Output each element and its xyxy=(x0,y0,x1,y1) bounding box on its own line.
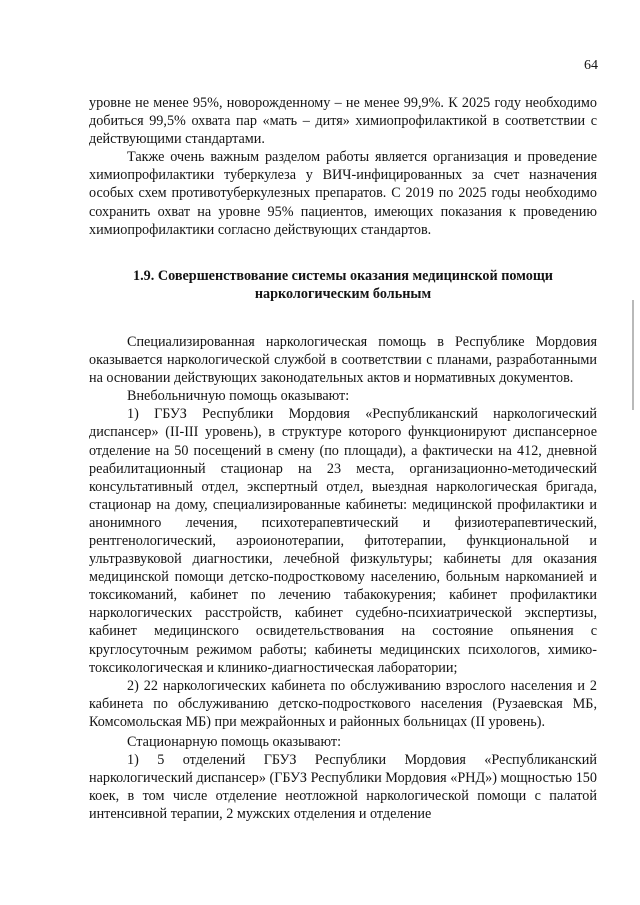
paragraph: Также очень важным разделом работы является организация и проведение химиопрофилактики туберкулеза у ВИЧ-инфицированных за счет назначения особых схем противотуберкулезных препаратов. С 2019 по 2025 годы необходимо сохранить охват на уровне 95% пациентов, имеющих показания к проведению химиопрофилактики согласно действующих стандартов. xyxy=(89,149,597,238)
list-item: 2) 22 наркологических кабинета по обслуживанию взрослого населения и 2 кабинета по обслуживанию детско-подросткового населения (Рузаевская МБ, Комсомольская МБ) при межрайонных и районных больницах (II уровень). xyxy=(89,677,597,730)
list-item: 1) 5 отделений ГБУЗ Республики Мордовия «Республиканский наркологический диспансер» (ГБУЗ Республики Мордовия «РНД») мощностью 150 коек, в том числе отделение неотложной наркологической помощи с палатой интенсивной терапии, 2 мужских отделения и отделение xyxy=(89,752,597,823)
paragraph: Стационарную помощь оказывают: xyxy=(127,734,342,750)
scan-edge-mark xyxy=(632,300,634,410)
list-item: 1) ГБУЗ Республики Мордовия «Республиканский наркологический диспансер» (II-III уровень), в структуре которого функционируют диспансерное отделение на 50 посещений в смену (по площади), а фактически на 412, дневной реабилитационный стационар на 23 места, организационно-методический консультативный отдел, экспертный отдел, выездная наркологическая бригада, стационар на дому, специализированные кабинеты: медицинской профилактики и анонимного лечения, психотерапевтический и физиотерапевтический, рентгенологический, аэроионотерапии, фитотерапии, функциональной и ультразвуковой диагностики, лечебной физкультуры; кабинеты для оказания медицинской помощи детско-подростковому населению, больным наркоманией и токсикоманий, кабинет по лечению табакокурения; кабинет профилактики наркологических расстройств, кабинет судебно-психиатрической экспертизы, кабинет медицинского освидетельствования на состояние опьянения с круглосуточным режимом работы; кабинеты медицинских психологов, химико-токсикологическая и клинико-диагностическая лаборатории; xyxy=(89,406,597,676)
paragraph: уровне не менее 95%, новорожденному – не менее 99,9%. К 2025 году необходимо добиться 99,5% охвата пар «мать – дитя» химиопрофилактикой в соответствии с действующими стандартами. xyxy=(89,95,597,148)
page-number: 64 xyxy=(584,58,598,73)
paragraph: Специализированная наркологическая помощь в Республике Мордовия оказывается наркологической службой в соответствии с планами, разработанными на основании действующих законодательных актов и нормативных документов. xyxy=(89,333,597,387)
document-body xyxy=(89,94,597,823)
section-heading: 1.9. Совершенствование системы оказания медицинской помощи наркологическим больным xyxy=(133,267,553,302)
paragraph: Внебольничную помощь оказывают: xyxy=(127,388,350,405)
